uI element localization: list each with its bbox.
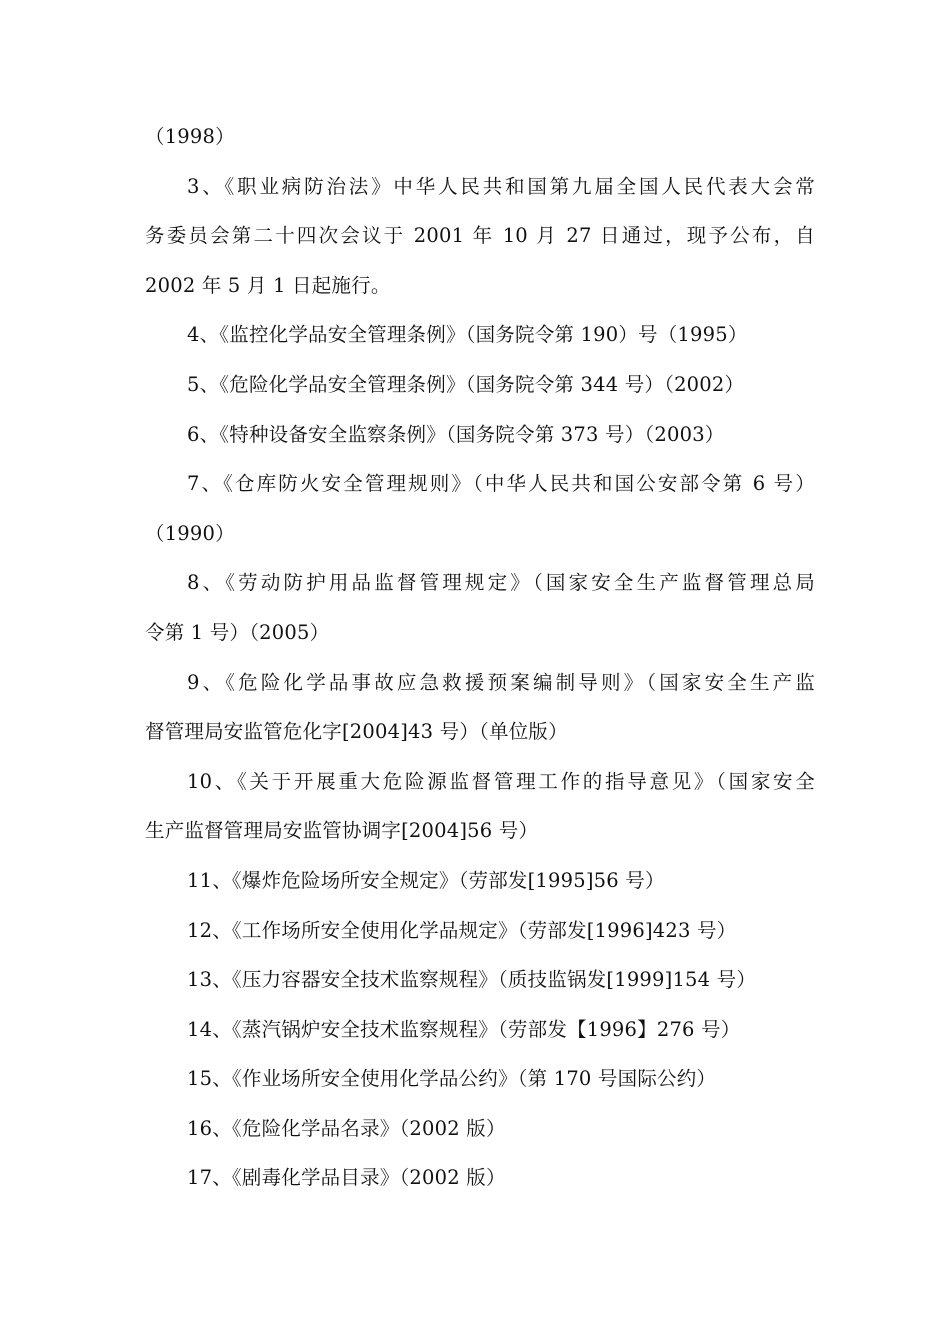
list-item-3-line-3: 2002 年 5 月 1 日起施行。 bbox=[145, 273, 391, 297]
list-item-10-line-2: 生产监督管理局安监管协调字[2004]56 号） bbox=[145, 819, 539, 843]
list-item-8-line-1: 8、《劳动防护用品监督管理规定》（国家安全生产监督管理总局 bbox=[187, 571, 815, 595]
list-item-4: 4、《监控化学品安全管理条例》（国务院令第 190）号（1995） bbox=[187, 323, 748, 347]
list-item-10-line-1: 10、《关于开展重大危险源监督管理工作的指导意见》（国家安全 bbox=[187, 769, 815, 793]
list-item-6: 6、《特种设备安全监察条例》（国务院令第 373 号）（2003） bbox=[187, 422, 725, 446]
list-item-16: 16、《危险化学品名录》（2002 版） bbox=[187, 1116, 506, 1140]
list-item-8-line-2: 令第 1 号）（2005） bbox=[145, 620, 330, 644]
list-item-5: 5、《危险化学品安全管理条例》（国务院令第 344 号）（2002） bbox=[187, 372, 745, 396]
regulation-list bbox=[145, 118, 815, 1209]
list-item-14: 14、《蒸汽锅炉安全技术监察规程》（劳部发【1996】276 号） bbox=[187, 1017, 741, 1041]
list-item-12: 12、《工作场所安全使用化学品规定》（劳部发[1996]423 号） bbox=[187, 918, 737, 942]
list-item-9-line-2: 督管理局安监管危化字[2004]43 号）（单位版） bbox=[145, 720, 568, 744]
list-item-13: 13、《压力容器安全技术监察规程》（质技监锅发[1999]154 号） bbox=[187, 968, 757, 992]
list-item-15: 15、《作业场所安全使用化学品公约》（第 170 号国际公约） bbox=[187, 1067, 717, 1091]
list-item-3-line-2: 务委员会第二十四次会议于 2001 年 10 月 27 日通过，现予公布，自 bbox=[145, 224, 815, 248]
list-item-7-line-1: 7、《仓库防火安全管理规则》（中华人民共和国公安部令第 6 号） bbox=[187, 472, 815, 496]
list-item-9-line-1: 9、《危险化学品事故应急救援预案编制导则》（国家安全生产监 bbox=[187, 670, 815, 694]
list-item-17: 17、《剧毒化学品目录》（2002 版） bbox=[187, 1166, 506, 1190]
list-item-3-line-1: 3、《职业病防治法》中华人民共和国第九届全国人民代表大会常 bbox=[187, 174, 815, 198]
list-item-11: 11、《爆炸危险场所安全规定》（劳部发[1995]56 号） bbox=[187, 868, 665, 892]
list-item-7-line-2: （1990） bbox=[145, 521, 235, 545]
text-line: （1998） bbox=[145, 125, 235, 148]
